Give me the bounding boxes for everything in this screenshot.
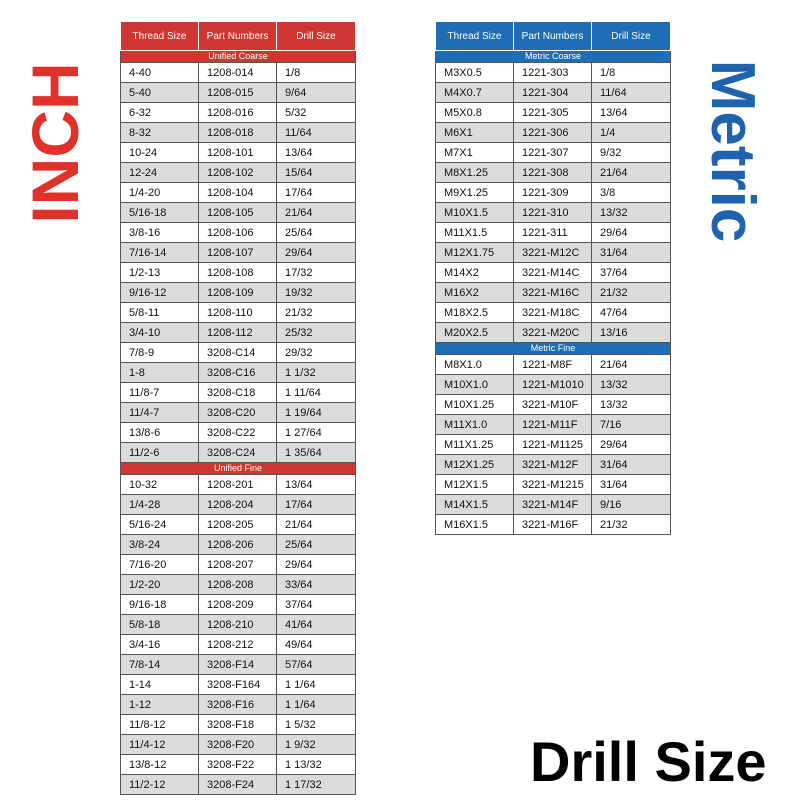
part-number-cell: 1208-102 <box>199 163 277 183</box>
section-row <box>436 51 671 63</box>
thread-size-cell: 10-32 <box>121 475 199 495</box>
drill-size-cell: 3/8 <box>592 183 671 203</box>
thread-size-cell: 3/4-10 <box>121 323 199 343</box>
table-row <box>436 63 671 83</box>
part-number-cell: 3208-F16 <box>199 695 277 715</box>
drill-size-cell: 13/64 <box>592 103 671 123</box>
thread-size-cell: 6-32 <box>121 103 199 123</box>
thread-size-cell: 9/16-12 <box>121 283 199 303</box>
drill-size-cell: 1 19/64 <box>277 403 356 423</box>
inch-drill-table <box>120 21 356 795</box>
part-number-cell: 3208-C24 <box>199 443 277 463</box>
inch-title: INCH <box>18 62 92 224</box>
part-number-cell: 3208-C14 <box>199 343 277 363</box>
part-number-cell: 1208-207 <box>199 555 277 575</box>
table-row <box>436 435 671 455</box>
thread-size-cell: 1-14 <box>121 675 199 695</box>
table-row <box>121 555 356 575</box>
drill-size-cell: 49/64 <box>277 635 356 655</box>
thread-size-cell: M11X1.5 <box>436 223 514 243</box>
drill-size-cell: 31/64 <box>592 455 671 475</box>
thread-size-cell: M7X1 <box>436 143 514 163</box>
table-row <box>436 163 671 183</box>
drill-size-cell: 17/64 <box>277 183 356 203</box>
drill-size-cell: 29/64 <box>592 223 671 243</box>
part-number-cell: 1208-210 <box>199 615 277 635</box>
thread-size-cell: 7/16-20 <box>121 555 199 575</box>
part-number-cell: 3221-M20C <box>514 323 592 343</box>
drill-size-cell: 37/64 <box>277 595 356 615</box>
thread-size-cell: 12-24 <box>121 163 199 183</box>
drill-size-cell: 1/8 <box>277 63 356 83</box>
drill-size-cell: 1 11/64 <box>277 383 356 403</box>
part-number-cell: 1221-308 <box>514 163 592 183</box>
thread-size-cell: M10X1.0 <box>436 375 514 395</box>
drill-size-cell: 1/8 <box>592 63 671 83</box>
part-number-cell: 1221-307 <box>514 143 592 163</box>
table-row <box>121 515 356 535</box>
drill-size-cell: 31/64 <box>592 243 671 263</box>
drill-size-cell: 29/64 <box>277 555 356 575</box>
thread-size-cell: M4X0.7 <box>436 83 514 103</box>
part-number-cell: 1208-107 <box>199 243 277 263</box>
table-row <box>121 575 356 595</box>
table-row <box>121 163 356 183</box>
drill-size-cell: 1 1/64 <box>277 675 356 695</box>
thread-size-cell: 10-24 <box>121 143 199 163</box>
drill-size-cell: 25/64 <box>277 535 356 555</box>
table-row <box>121 383 356 403</box>
part-number-cell: 1208-106 <box>199 223 277 243</box>
drill-size-title: Drill Size <box>530 730 767 793</box>
drill-size-cell: 21/64 <box>277 203 356 223</box>
table-row <box>121 63 356 83</box>
thread-size-cell: M14X2 <box>436 263 514 283</box>
drill-size-cell: 25/32 <box>277 323 356 343</box>
drill-size-cell: 1 35/64 <box>277 443 356 463</box>
drill-size-cell: 57/64 <box>277 655 356 675</box>
drill-size-cell: 13/32 <box>592 395 671 415</box>
table-row <box>436 243 671 263</box>
drill-size-cell: 37/64 <box>592 263 671 283</box>
table-row <box>121 495 356 515</box>
table-row <box>121 735 356 755</box>
part-number-cell: 1221-304 <box>514 83 592 103</box>
section-label: Unified Fine <box>121 463 356 475</box>
thread-size-cell: 3/4-16 <box>121 635 199 655</box>
section-label: Metric Fine <box>436 343 671 355</box>
table-row <box>436 223 671 243</box>
part-number-cell: 3208-F18 <box>199 715 277 735</box>
part-number-cell: 3208-F14 <box>199 655 277 675</box>
part-number-cell: 3208-C18 <box>199 383 277 403</box>
table-row <box>121 183 356 203</box>
drill-size-cell: 17/32 <box>277 263 356 283</box>
metric-title: Metric <box>698 59 767 243</box>
thread-size-cell: 13/8-6 <box>121 423 199 443</box>
thread-size-cell: M10X1.25 <box>436 395 514 415</box>
part-number-cell: 1208-101 <box>199 143 277 163</box>
part-number-cell: 1221-306 <box>514 123 592 143</box>
table-row <box>121 83 356 103</box>
table-row <box>121 535 356 555</box>
header-drill-size: Drill Size <box>277 22 356 51</box>
table-row <box>436 375 671 395</box>
table-row <box>121 103 356 123</box>
thread-size-cell: M11X1.25 <box>436 435 514 455</box>
part-number-cell: 3208-F22 <box>199 755 277 775</box>
thread-size-cell: 1/2-20 <box>121 575 199 595</box>
drill-size-cell: 13/32 <box>592 203 671 223</box>
thread-size-cell: M12X1.75 <box>436 243 514 263</box>
table-row <box>121 615 356 635</box>
part-number-cell: 3221-M12F <box>514 455 592 475</box>
thread-size-cell: 11/2-12 <box>121 775 199 795</box>
drill-size-cell: 13/64 <box>277 143 356 163</box>
part-number-cell: 1221-310 <box>514 203 592 223</box>
table-row <box>436 83 671 103</box>
part-number-cell: 1221-311 <box>514 223 592 243</box>
table-row <box>436 183 671 203</box>
inch-table-body <box>121 51 356 795</box>
drill-size-cell: 21/32 <box>277 303 356 323</box>
part-number-cell: 1221-M1010 <box>514 375 592 395</box>
table-row <box>121 223 356 243</box>
table-row <box>121 775 356 795</box>
drill-size-cell: 1/4 <box>592 123 671 143</box>
part-number-cell: 1208-212 <box>199 635 277 655</box>
table-row <box>121 243 356 263</box>
table-row <box>121 263 356 283</box>
drill-size-cell: 9/64 <box>277 83 356 103</box>
table-row <box>121 343 356 363</box>
drill-size-cell: 21/64 <box>592 355 671 375</box>
section-label: Metric Coarse <box>436 51 671 63</box>
part-number-cell: 3208-F164 <box>199 675 277 695</box>
thread-size-cell: 11/4-12 <box>121 735 199 755</box>
drill-size-cell: 47/64 <box>592 303 671 323</box>
table-row <box>121 143 356 163</box>
thread-size-cell: M18X2.5 <box>436 303 514 323</box>
thread-size-cell: M14X1.5 <box>436 495 514 515</box>
drill-size-cell: 21/32 <box>592 515 671 535</box>
thread-size-cell: 11/8-12 <box>121 715 199 735</box>
drill-size-cell: 21/64 <box>592 163 671 183</box>
thread-size-cell: 9/16-18 <box>121 595 199 615</box>
part-number-cell: 1221-M11F <box>514 415 592 435</box>
part-number-cell: 3221-M1215 <box>514 475 592 495</box>
table-row <box>121 675 356 695</box>
thread-size-cell: 1-12 <box>121 695 199 715</box>
table-row <box>121 363 356 383</box>
drill-size-cell: 21/32 <box>592 283 671 303</box>
drill-size-cell: 1 1/32 <box>277 363 356 383</box>
thread-size-cell: 5/16-24 <box>121 515 199 535</box>
table-row <box>436 395 671 415</box>
part-number-cell: 1221-303 <box>514 63 592 83</box>
thread-size-cell: 7/8-14 <box>121 655 199 675</box>
part-number-cell: 3221-M16C <box>514 283 592 303</box>
table-row <box>121 123 356 143</box>
table-row <box>121 303 356 323</box>
part-number-cell: 3221-M12C <box>514 243 592 263</box>
table-row <box>121 323 356 343</box>
part-number-cell: 3221-M16F <box>514 515 592 535</box>
thread-size-cell: 5/16-18 <box>121 203 199 223</box>
part-number-cell: 1221-M1125 <box>514 435 592 455</box>
part-number-cell: 3208-C16 <box>199 363 277 383</box>
section-label: Unified Coarse <box>121 51 356 63</box>
table-row <box>121 755 356 775</box>
drill-size-cell: 1 5/32 <box>277 715 356 735</box>
drill-size-cell: 13/64 <box>277 475 356 495</box>
table-row <box>121 283 356 303</box>
thread-size-cell: M20X2.5 <box>436 323 514 343</box>
thread-size-cell: M6X1 <box>436 123 514 143</box>
metric-drill-table <box>435 21 671 535</box>
drill-size-cell: 29/64 <box>277 243 356 263</box>
drill-size-cell: 21/64 <box>277 515 356 535</box>
part-number-cell: 1208-208 <box>199 575 277 595</box>
drill-size-cell: 1 13/32 <box>277 755 356 775</box>
table-row <box>436 455 671 475</box>
header-part-numbers: Part Numbers <box>199 22 277 51</box>
thread-size-cell: M3X0.5 <box>436 63 514 83</box>
drill-size-cell: 13/16 <box>592 323 671 343</box>
header-drill-size: Drill Size <box>592 22 671 51</box>
thread-size-cell: 4-40 <box>121 63 199 83</box>
header-thread-size: Thread Size <box>436 22 514 51</box>
part-number-cell: 1208-110 <box>199 303 277 323</box>
part-number-cell: 1208-201 <box>199 475 277 495</box>
thread-size-cell: M12X1.5 <box>436 475 514 495</box>
drill-size-cell: 33/64 <box>277 575 356 595</box>
thread-size-cell: 11/2-6 <box>121 443 199 463</box>
table-row <box>436 515 671 535</box>
table-row <box>436 143 671 163</box>
thread-size-cell: M16X2 <box>436 283 514 303</box>
table-row <box>436 323 671 343</box>
table-row <box>436 103 671 123</box>
table-row <box>436 475 671 495</box>
part-number-cell: 3208-C22 <box>199 423 277 443</box>
part-number-cell: 3221-M18C <box>514 303 592 323</box>
table-row <box>436 283 671 303</box>
drill-size-cell: 15/64 <box>277 163 356 183</box>
part-number-cell: 1208-014 <box>199 63 277 83</box>
table-row <box>121 655 356 675</box>
thread-size-cell: M10X1.5 <box>436 203 514 223</box>
section-row <box>436 343 671 355</box>
metric-table-body <box>436 51 671 535</box>
thread-size-cell: M12X1.25 <box>436 455 514 475</box>
part-number-cell: 1208-108 <box>199 263 277 283</box>
thread-size-cell: 5-40 <box>121 83 199 103</box>
part-number-cell: 1208-112 <box>199 323 277 343</box>
thread-size-cell: 11/8-7 <box>121 383 199 403</box>
drill-size-cell: 11/64 <box>592 83 671 103</box>
part-number-cell: 3221-M14C <box>514 263 592 283</box>
drill-size-cell: 29/64 <box>592 435 671 455</box>
part-number-cell: 1208-206 <box>199 535 277 555</box>
thread-size-cell: M8X1.25 <box>436 163 514 183</box>
table-row <box>436 303 671 323</box>
part-number-cell: 1208-016 <box>199 103 277 123</box>
table-row <box>436 495 671 515</box>
thread-size-cell: 5/8-11 <box>121 303 199 323</box>
part-number-cell: 3221-M10F <box>514 395 592 415</box>
table-row <box>436 415 671 435</box>
drill-size-cell: 41/64 <box>277 615 356 635</box>
drill-size-cell: 13/32 <box>592 375 671 395</box>
header-thread-size: Thread Size <box>121 22 199 51</box>
thread-size-cell: 13/8-12 <box>121 755 199 775</box>
table-row <box>121 203 356 223</box>
drill-size-cell: 1 1/64 <box>277 695 356 715</box>
thread-size-cell: 1/4-28 <box>121 495 199 515</box>
drill-size-cell: 5/32 <box>277 103 356 123</box>
thread-size-cell: 1-8 <box>121 363 199 383</box>
part-number-cell: 1208-015 <box>199 83 277 103</box>
thread-size-cell: 3/8-16 <box>121 223 199 243</box>
thread-size-cell: 3/8-24 <box>121 535 199 555</box>
table-row <box>121 423 356 443</box>
thread-size-cell: M11X1.0 <box>436 415 514 435</box>
header-part-numbers: Part Numbers <box>514 22 592 51</box>
drill-size-cell: 19/32 <box>277 283 356 303</box>
table-header-row <box>436 22 671 51</box>
part-number-cell: 1221-309 <box>514 183 592 203</box>
drill-size-cell: 17/64 <box>277 495 356 515</box>
table-row <box>121 595 356 615</box>
drill-size-cell: 25/64 <box>277 223 356 243</box>
part-number-cell: 3208-C20 <box>199 403 277 423</box>
thread-size-cell: M8X1.0 <box>436 355 514 375</box>
table-row <box>121 403 356 423</box>
drill-size-cell: 9/32 <box>592 143 671 163</box>
part-number-cell: 1208-104 <box>199 183 277 203</box>
part-number-cell: 1208-204 <box>199 495 277 515</box>
part-number-cell: 1208-205 <box>199 515 277 535</box>
thread-size-cell: 5/8-18 <box>121 615 199 635</box>
table-row <box>121 695 356 715</box>
drill-size-cell: 31/64 <box>592 475 671 495</box>
table-header-row <box>121 22 356 51</box>
table-row <box>436 203 671 223</box>
drill-size-cell: 29/32 <box>277 343 356 363</box>
drill-size-cell: 1 9/32 <box>277 735 356 755</box>
section-row <box>121 463 356 475</box>
section-row <box>121 51 356 63</box>
part-number-cell: 3208-F24 <box>199 775 277 795</box>
part-number-cell: 1221-305 <box>514 103 592 123</box>
thread-size-cell: 11/4-7 <box>121 403 199 423</box>
table-row <box>121 475 356 495</box>
drill-size-cell: 1 27/64 <box>277 423 356 443</box>
part-number-cell: 3208-F20 <box>199 735 277 755</box>
part-number-cell: 1221-M8F <box>514 355 592 375</box>
part-number-cell: 3221-M14F <box>514 495 592 515</box>
part-number-cell: 1208-209 <box>199 595 277 615</box>
table-row <box>121 635 356 655</box>
drill-size-cell: 7/16 <box>592 415 671 435</box>
table-row <box>436 123 671 143</box>
table-row <box>121 715 356 735</box>
thread-size-cell: 1/2-13 <box>121 263 199 283</box>
thread-size-cell: M16X1.5 <box>436 515 514 535</box>
thread-size-cell: M5X0.8 <box>436 103 514 123</box>
part-number-cell: 1208-105 <box>199 203 277 223</box>
thread-size-cell: 1/4-20 <box>121 183 199 203</box>
table-row <box>436 355 671 375</box>
thread-size-cell: M9X1.25 <box>436 183 514 203</box>
thread-size-cell: 7/16-14 <box>121 243 199 263</box>
part-number-cell: 1208-109 <box>199 283 277 303</box>
drill-size-cell: 11/64 <box>277 123 356 143</box>
thread-size-cell: 7/8-9 <box>121 343 199 363</box>
drill-size-cell: 9/16 <box>592 495 671 515</box>
part-number-cell: 1208-018 <box>199 123 277 143</box>
table-row <box>121 443 356 463</box>
drill-size-cell: 1 17/32 <box>277 775 356 795</box>
thread-size-cell: 8-32 <box>121 123 199 143</box>
table-row <box>436 263 671 283</box>
